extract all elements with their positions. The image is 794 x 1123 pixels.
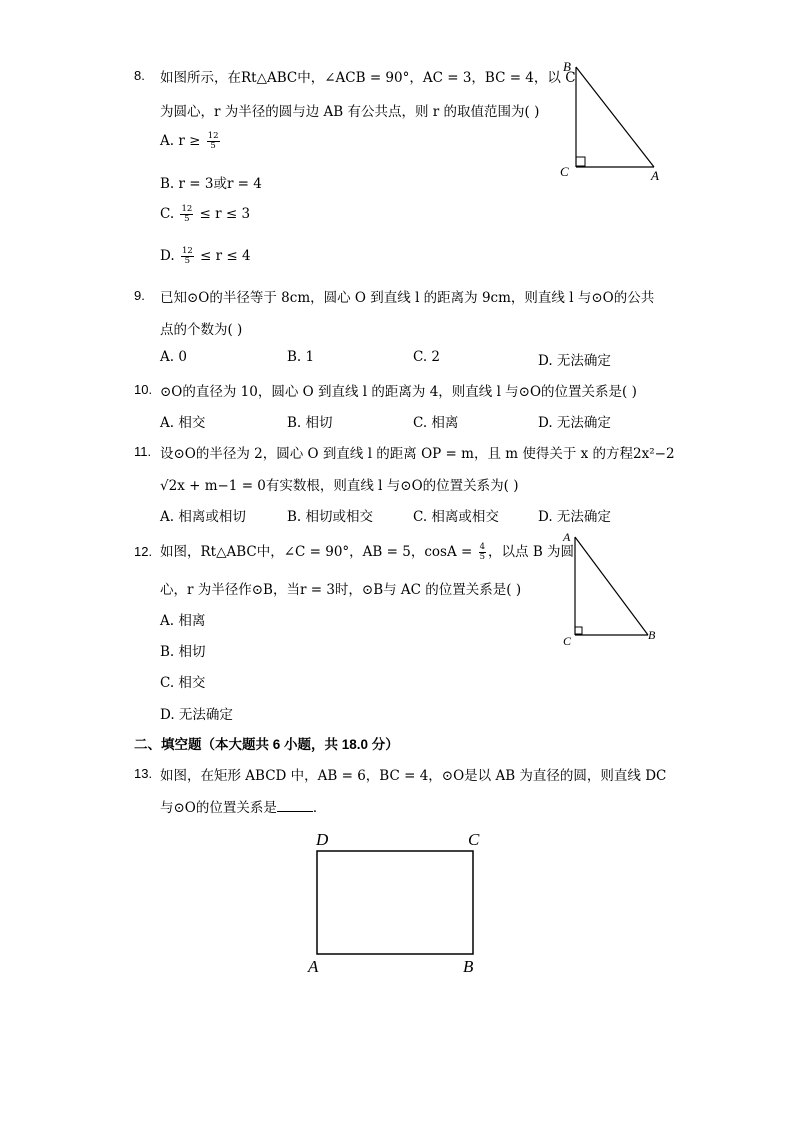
q10-stem-line1: ⊙O的直径为 10，圆心 O 到直线 l 的距离为 4，则直线 l 与⊙O的位置关系是( ) [160, 384, 637, 400]
q12-triangle-figure [555, 525, 670, 650]
q13-stem-line2: 与⊙O的位置关系是 ． [160, 800, 327, 816]
q8-stem-line2: 为圆心，r 为半径的圆与边 AB 有公共点，则 r 的取值范围为( ) [160, 104, 540, 120]
q11-stem-line1: 设⊙O的半径为 2，圆心 O 到直线 l 的距离 OP = m，且 m 使得关于 x 的方程2x²−2 [160, 446, 675, 462]
q8-number: 8. [134, 68, 145, 83]
q12-stem-line2: 心，r 为半径作⊙B，当r = 3时，⊙B与 AC 的位置关系是( ) [160, 582, 522, 598]
q12-label-corner: C [563, 634, 572, 648]
q8-option-c[interactable]: C. $\frac{12}{5}$ ≤ r ≤ 3 [160, 204, 251, 224]
q9-number: 9. [134, 288, 145, 303]
q9-option-c[interactable]: C. 2 [413, 349, 441, 365]
q9-stem-line2: 点的个数为( ) [160, 322, 243, 338]
q8-option-a-text: A. r ≥ [160, 133, 205, 149]
q8-stem-line1: 如图所示，在Rt△ABC中，∠ACB = 90°，AC = 3，BC = 4，以 C [160, 70, 576, 86]
q13-label-br: B [463, 957, 474, 976]
q11-number: 11. [134, 444, 152, 459]
q8-option-d-fraction: $\frac{12}{5}$ [181, 246, 193, 266]
q13-stem-line1: 如图，在矩形 ABCD 中，AB = 6，BC = 4，⊙O是以 AB 为直径的圆，则直线 DC [160, 768, 667, 784]
q13-answer-blank[interactable] [277, 799, 313, 812]
q10-option-d[interactable]: D. 无法确定 [538, 415, 611, 431]
q12-label-right: B [648, 628, 656, 642]
q9-stem-line1: 已知⊙O的半径等于 8cm，圆心 O 到直线 l 的距离为 9cm，则直线 l 与⊙O的公共 [160, 290, 655, 306]
q12-option-d[interactable]: D. 无法确定 [160, 707, 233, 723]
q10-number: 10. [134, 382, 153, 397]
q10-option-c[interactable]: C. 相离 [413, 415, 459, 431]
q12-option-b[interactable]: B. 相切 [160, 644, 206, 660]
q11-option-b[interactable]: B. 相切或相交 [287, 509, 374, 525]
q8-option-c-fraction: $\frac{12}{5}$ [181, 204, 193, 224]
q11-option-c[interactable]: C. 相离或相交 [413, 509, 499, 525]
q13-rectangle-figure [300, 825, 490, 980]
q11-stem-line2: √2x + m−1 = 0有实数根，则直线 l 与⊙O的位置关系为( ) [160, 478, 519, 494]
q11-option-d[interactable]: D. 无法确定 [538, 509, 611, 525]
q12-cos-fraction: $\frac{4}{5}$ [479, 542, 486, 562]
section-fill-in-title: 二、填空题（本大题共 6 小题，共 18.0 分） [134, 737, 399, 752]
q12-label-top: A [563, 530, 571, 544]
q13-label-tr: C [468, 830, 480, 849]
q12-stem-line1: 如图，Rt△ABC中，∠C = 90°，AB = 5，cosA = $\frac{4}{5}$ ，以点 B 为圆 [160, 542, 575, 562]
q8-label-top: B [563, 59, 571, 74]
q13-label-bl: A [308, 957, 319, 976]
q8-label-right: A [651, 168, 659, 183]
q12-option-c[interactable]: C. 相交 [160, 675, 206, 691]
q9-option-d[interactable]: D. 无法确定 [538, 353, 611, 369]
q8-option-a-fraction: $\frac{12}{5}$ [207, 131, 219, 151]
q12-option-a[interactable]: A. 相离 [160, 613, 206, 629]
q9-option-a[interactable]: A. 0 [160, 349, 187, 365]
q8-triangle-figure [555, 55, 670, 185]
q10-option-a[interactable]: A. 相交 [160, 415, 206, 431]
q13-label-tl: D [316, 830, 329, 849]
q13-number: 13. [134, 766, 153, 781]
q9-option-b[interactable]: B. 1 [287, 349, 315, 365]
q12-number: 12. [134, 544, 153, 559]
q8-option-b[interactable]: B. r = 3或r = 4 [160, 176, 262, 192]
q10-option-b[interactable]: B. 相切 [287, 415, 333, 431]
q8-label-corner: C [560, 164, 569, 179]
q8-option-a[interactable] [160, 132, 222, 151]
q11-option-a[interactable]: A. 相离或相切 [160, 509, 246, 525]
q8-option-d[interactable]: D. $\frac{12}{5}$ ≤ r ≤ 4 [160, 246, 251, 266]
